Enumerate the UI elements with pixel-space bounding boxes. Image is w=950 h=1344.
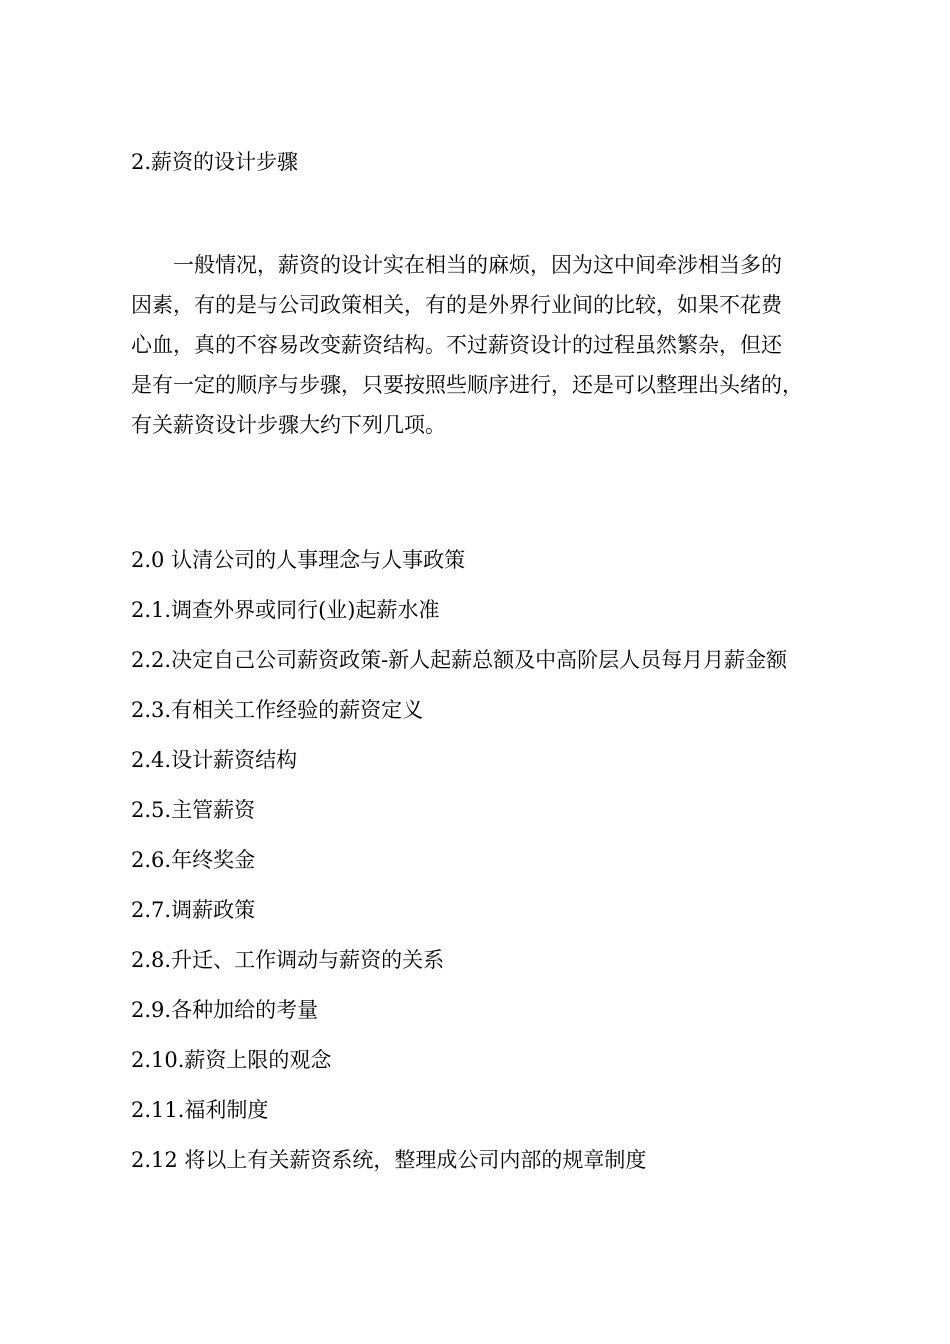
step-item: 2.11.福利制度	[131, 1098, 269, 1122]
step-item: 2.12 将以上有关薪资系统，整理成公司内部的规章制度	[131, 1148, 647, 1172]
paragraph-line: 一般情况，薪资的设计实在相当的麻烦，因为这中间牵涉相当多的	[173, 253, 782, 277]
steps-list	[131, 545, 787, 1195]
step-item: 2.4.设计薪资结构	[131, 748, 298, 772]
paragraph-line: 有关薪资设计步骤大约下列几项。	[131, 413, 446, 437]
paragraph-line: 是有一定的顺序与步骤，只要按照些顺序进行，还是可以整理出头绪的，	[131, 373, 803, 397]
step-item: 2.5.主管薪资	[131, 798, 256, 822]
paragraph-line: 心血，真的不容易改变薪资结构。不过薪资设计的过程虽然繁杂，但还	[131, 333, 782, 357]
step-item: 2.2.决定自己公司薪资政策-新人起薪总额及中高阶层人员每月月薪金额	[131, 648, 788, 672]
paragraph-line: 因素，有的是与公司政策相关，有的是外界行业间的比较，如果不花费	[131, 293, 782, 317]
step-item: 2.1.调查外界或同行(业)起薪水准	[131, 598, 440, 622]
step-item: 2.3.有相关工作经验的薪资定义	[131, 698, 424, 722]
step-item: 2.6.年终奖金	[131, 848, 256, 872]
step-item: 2.0 认清公司的人事理念与人事政策	[131, 548, 466, 572]
step-item: 2.10.薪资上限的观念	[131, 1048, 332, 1072]
step-item: 2.7.调薪政策	[131, 898, 256, 922]
section-heading: 2.薪资的设计步骤	[131, 150, 299, 174]
intro-paragraph	[131, 245, 846, 445]
step-item: 2.8.升迁、工作调动与薪资的关系	[131, 948, 445, 972]
step-item: 2.9.各种加给的考量	[131, 998, 319, 1022]
